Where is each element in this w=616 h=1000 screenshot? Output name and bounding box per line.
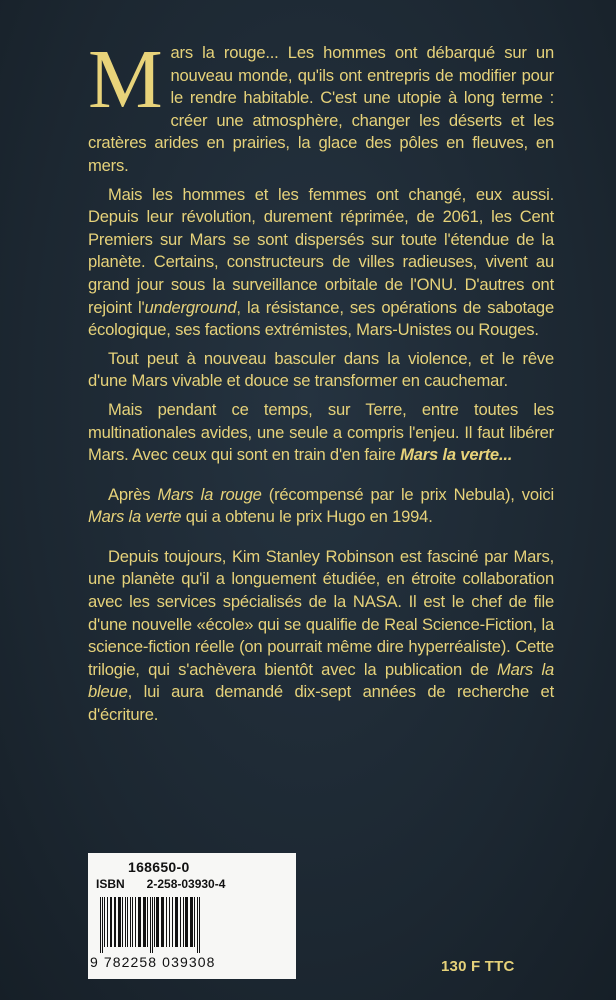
barcode-bar <box>130 897 131 947</box>
barcode-bar <box>122 897 123 947</box>
barcode-bar <box>172 897 173 947</box>
blurb-text <box>88 33 554 727</box>
barcode-bar <box>125 897 126 947</box>
paragraph-2: Mais les hommes et les femmes ont changé, eux aussi. Depuis leur révolution, durement réprimée, de 2061, les Cent Premiers sur Mars se sont dispersés sur toute l'étendue de la planète. Certains, constructeurs de villes radieuses, vivent au grand jour sous la surveillance orbitale de l'ONU. D'autres ont rejoint l'underground, la résistance, ses opérations de sabotage écologique, ses factions extrémistes, Mars-Unistes ou Rouges. <box>88 184 554 340</box>
barcode-bars <box>98 897 284 953</box>
barcode-bar <box>156 897 159 947</box>
barcode-bar <box>152 897 153 953</box>
drop-cap: M <box>88 33 163 126</box>
paragraph-5: Après Mars la rouge (récompensé par le prix Nebula), voici Mars la verte qui a obtenu le prix Hugo en 1994. <box>88 484 554 527</box>
paragraph-6: Depuis toujours, Kim Stanley Robinson est fasciné par Mars, une planète qu'il a longuement étudiée, en étroite collaboration avec les services spécialisés de la NASA. Il est le chef de file d'une nouvelle «école» qui se qualifie de Real Science-Fiction, la science-fiction réelle (on pourrait même dire hyperréaliste). Cette trilogie, qui s'achèvera bientôt avec la publication de Mars la bleue, lui aura demandé dix-sept années de recherche et d'écriture. <box>88 546 554 725</box>
barcode-bar <box>190 897 193 947</box>
barcode-bar <box>143 897 146 947</box>
barcode-bar <box>147 897 148 947</box>
barcode-bar <box>102 897 103 953</box>
barcode-bar <box>107 897 108 947</box>
barcode-bar <box>110 897 112 947</box>
barcode-bar <box>166 897 167 947</box>
isbn-number: 2-258-03930-4 <box>146 877 226 891</box>
barcode-bar <box>114 897 116 947</box>
barcode-bar <box>138 897 141 947</box>
barcode-bar <box>135 897 136 947</box>
barcode-bar <box>169 897 170 947</box>
barcode-bar <box>100 897 101 953</box>
barcode-bar <box>183 897 184 947</box>
barcode-bar <box>199 897 200 953</box>
barcode-bar <box>118 897 121 947</box>
barcode-bar <box>185 897 188 947</box>
paragraph-1: Mars la rouge... Les hommes ont débarqué sur un nouveau monde, qu'ils ont entrepris de modifier pour le rendre habitable. C'est une utopie à long terme : créer une atmosphère, changer les déserts et les cratères arides en prairies, la glace des pôles en fleuves, en mers. <box>88 33 554 175</box>
barcode-bar <box>104 897 105 947</box>
barcode-digits: 9 782258 039308 <box>90 954 216 970</box>
barcode-bar <box>154 897 155 947</box>
barcode-bar <box>175 897 178 947</box>
barcode-bar <box>132 897 133 947</box>
paragraph-4: Mais pendant ce temps, sur Terre, entre toutes les multinationales avides, une seule a compris l'enjeu. Il faut libérer Mars. Avec ceux qui sont en train d'en faire Mars la verte... <box>88 399 554 465</box>
isbn-label: ISBN <box>96 877 125 891</box>
barcode-bar <box>127 897 128 947</box>
barcode-bar <box>197 897 198 953</box>
barcode-bar <box>180 897 181 947</box>
publisher-code: 168650-0 <box>128 859 190 875</box>
barcode-bar <box>161 897 164 947</box>
paragraph-3: Tout peut à nouveau basculer dans la violence, et le rêve d'une Mars vivable et douce se transformer en cauchemar. <box>88 348 554 391</box>
barcode-bar <box>150 897 151 953</box>
barcode-label <box>88 853 296 979</box>
book-title-emphasis: Mars la verte... <box>400 445 513 465</box>
barcode-bar <box>194 897 195 947</box>
isbn-line <box>96 877 225 891</box>
price: 130 F TTC <box>441 958 515 975</box>
